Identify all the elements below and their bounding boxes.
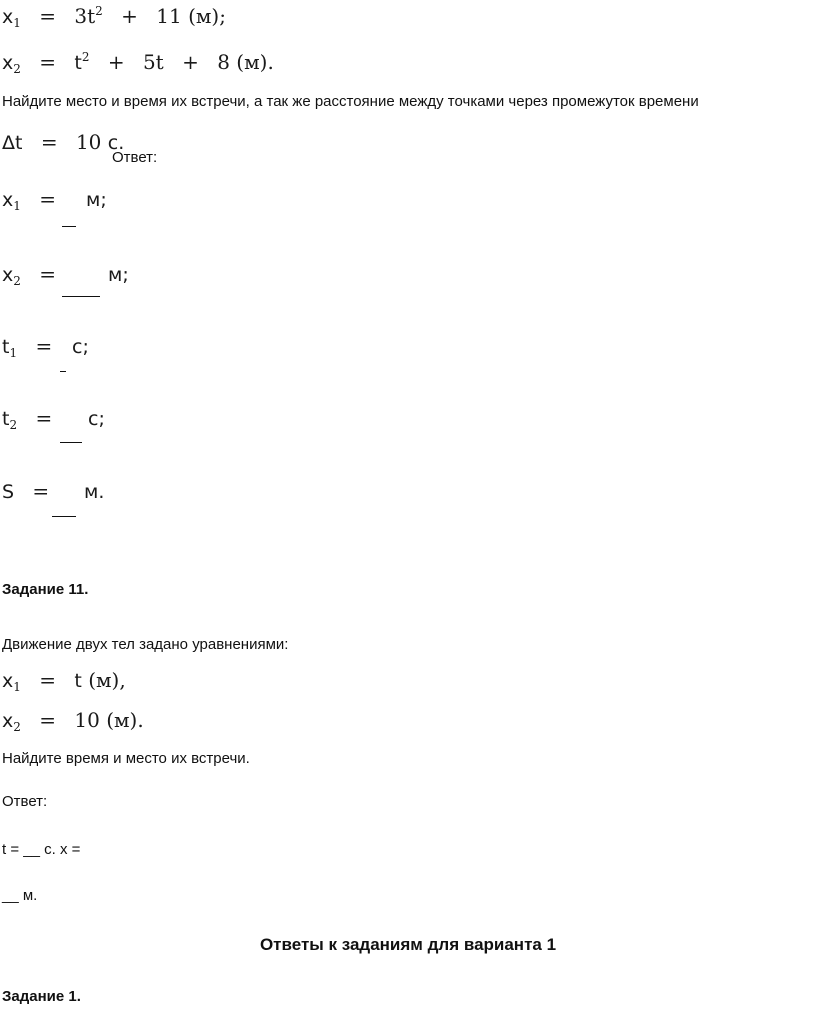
- subscript: 1: [13, 16, 21, 30]
- unit: м;: [108, 264, 129, 286]
- task11-answer-label: Ответ:: [2, 793, 48, 810]
- equals-sign: =: [39, 668, 57, 692]
- answer-x1-unit: [86, 187, 107, 211]
- unit: м.: [84, 481, 105, 503]
- answer-s-unit: [84, 479, 104, 503]
- var: x: [2, 670, 14, 692]
- unit: с.: [107, 132, 125, 154]
- var: x: [2, 189, 14, 211]
- var: x: [2, 6, 14, 28]
- equals-sign: =: [32, 479, 50, 503]
- equals-sign: =: [35, 334, 53, 358]
- answer-x2-unit: [108, 262, 129, 286]
- answer-s-blank[interactable]: [52, 516, 76, 517]
- answer-s: [2, 479, 61, 503]
- answer-t2-blank[interactable]: [60, 442, 82, 443]
- equation-x2: [2, 50, 274, 76]
- term: 8 (м).: [217, 50, 274, 74]
- task11-equation-x1: [2, 668, 126, 694]
- superscript: 2: [95, 4, 103, 18]
- value: 10: [75, 130, 102, 154]
- equals-sign: =: [39, 50, 57, 74]
- term: 10: [74, 708, 100, 732]
- answer-label: Ответ:: [112, 149, 158, 166]
- plus-sign: +: [121, 4, 138, 28]
- subscript: 1: [9, 346, 18, 360]
- answer-x2-blank[interactable]: [62, 296, 100, 297]
- subscript: 2: [9, 418, 18, 432]
- unit: (м).: [106, 708, 144, 732]
- task11-title: Задание 11.: [2, 581, 89, 598]
- var: t: [2, 336, 10, 358]
- var: x: [2, 264, 14, 286]
- equals-sign: =: [39, 4, 57, 28]
- equals-sign: =: [35, 406, 53, 430]
- unit: (м),: [88, 668, 126, 692]
- answer-x2: [2, 262, 68, 288]
- task1-title: Задание 1.: [2, 988, 81, 1005]
- answer-t1-unit: [72, 334, 89, 358]
- unit: м;: [86, 189, 107, 211]
- term: 5t: [142, 50, 164, 74]
- unit: с;: [72, 336, 89, 358]
- term: 3t: [74, 4, 96, 28]
- delta-equation: [2, 130, 124, 154]
- term: 11 (м);: [156, 4, 226, 28]
- var: x: [2, 710, 14, 732]
- task11-question: Найдите время и место их встречи.: [2, 750, 250, 767]
- equals-sign: =: [40, 130, 58, 154]
- task11-answer-line2: __ м.: [2, 887, 38, 904]
- answer-t1: [2, 334, 64, 360]
- var: x: [2, 52, 14, 74]
- superscript: 2: [81, 50, 90, 64]
- equals-sign: =: [39, 262, 57, 286]
- subscript: 2: [13, 720, 21, 734]
- answer-t2: [2, 406, 64, 432]
- var: t: [2, 408, 10, 430]
- subscript: 1: [13, 199, 21, 213]
- question-text: Найдите место и время их встречи, а так же расстояние между точками через промежуток времени: [2, 93, 699, 110]
- term: t: [74, 52, 82, 74]
- equation-x1: [2, 4, 226, 30]
- answer-t2-unit: [88, 406, 105, 430]
- equals-sign: =: [39, 187, 57, 211]
- var: S: [2, 481, 15, 503]
- subscript: 2: [13, 274, 21, 288]
- subscript: 2: [13, 62, 21, 76]
- task11-intro: Движение двух тел задано уравнениями:: [2, 636, 289, 653]
- plus-sign: +: [182, 50, 199, 74]
- answers-heading: Ответы к заданиям для варианта 1: [259, 935, 557, 954]
- answer-t1-blank[interactable]: [60, 371, 66, 372]
- subscript: 1: [13, 680, 21, 694]
- term: t: [74, 670, 82, 692]
- delta-symbol: Δt: [2, 132, 23, 154]
- task11-answer-line1: t = __ с. x =: [2, 841, 81, 858]
- unit: с;: [88, 408, 105, 430]
- task11-equation-x2: [2, 708, 144, 734]
- plus-sign: +: [107, 50, 125, 74]
- equals-sign: =: [39, 708, 57, 732]
- answer-x1-blank[interactable]: [62, 226, 76, 227]
- answer-x1: [2, 187, 68, 213]
